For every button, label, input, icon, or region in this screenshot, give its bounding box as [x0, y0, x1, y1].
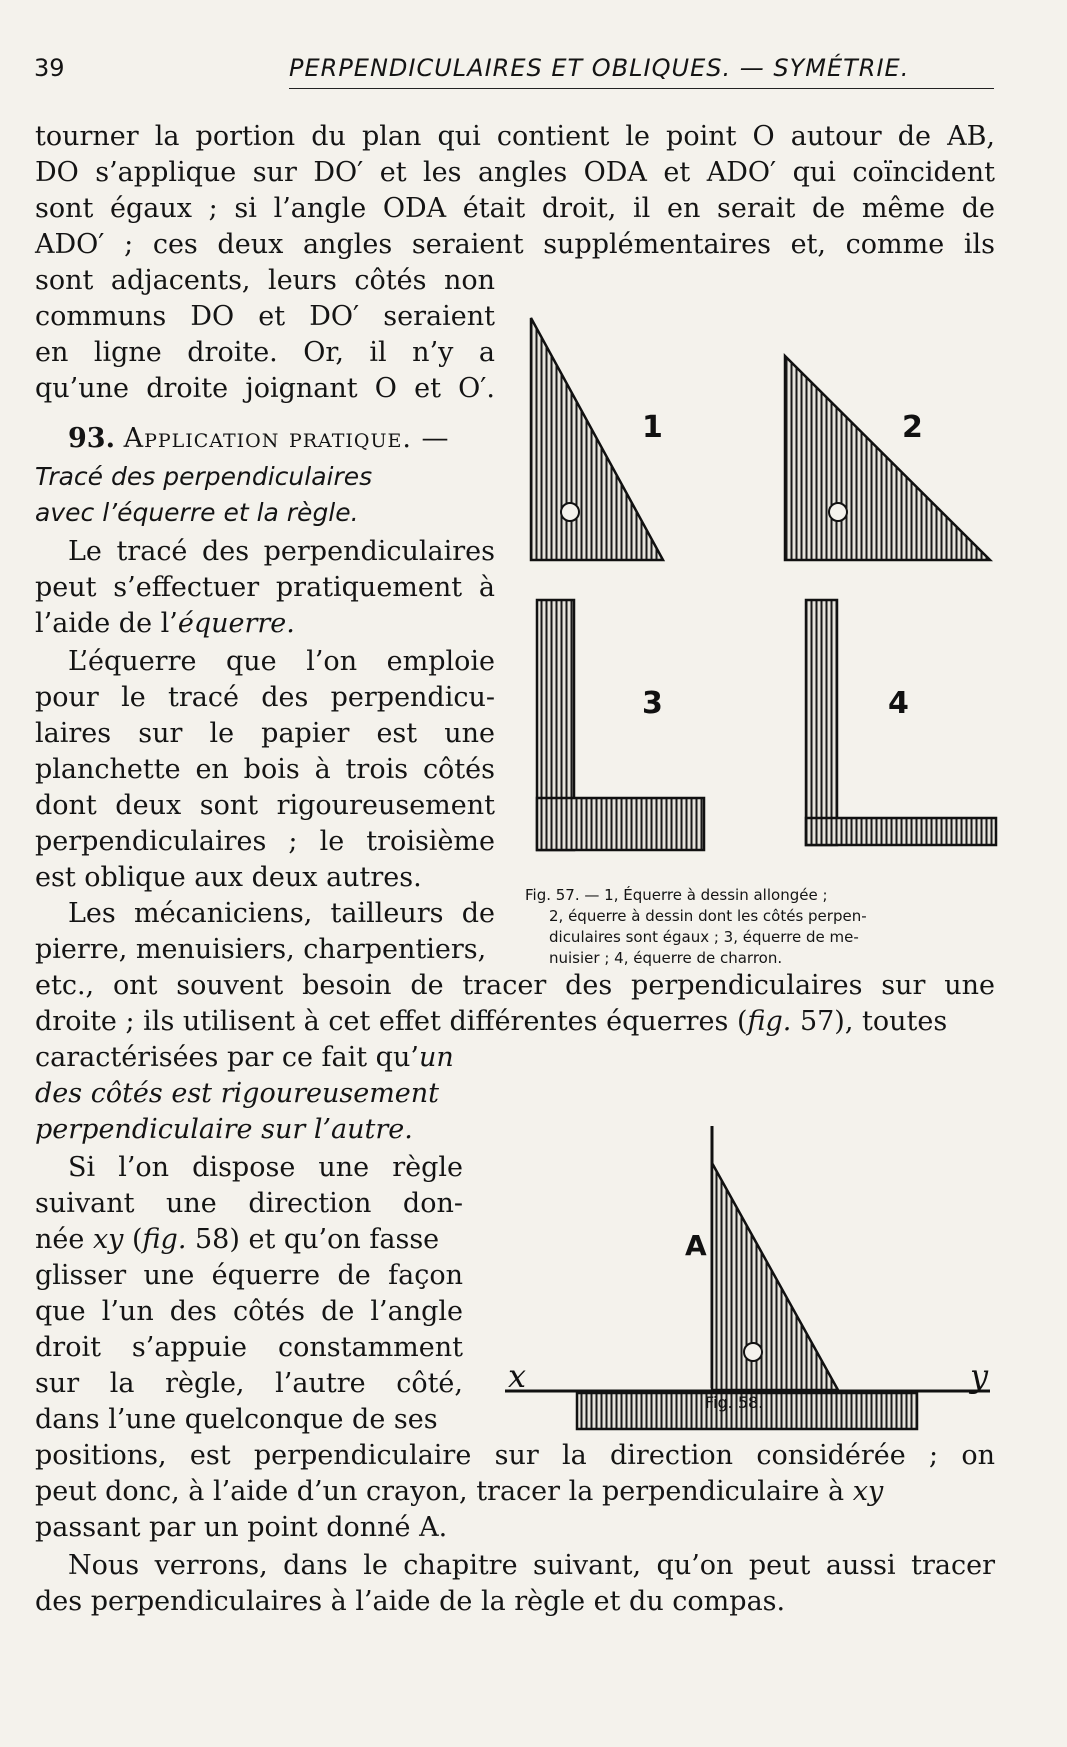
text-span: l’aide de l’ [35, 608, 178, 639]
section-number: 93. [68, 423, 115, 454]
text-line: etc., ont souvent besoin de tracer des perpendiculaires sur une [35, 970, 995, 1001]
axis-label-y: y [970, 1357, 989, 1395]
text-line: planchette en bois à trois côtés [35, 754, 495, 785]
text-span: peut donc, à l’aide d’un crayon, tracer la perpendiculaire à [35, 1476, 853, 1507]
text-line: des perpendiculaires à l’aide de la règle et du compas. [35, 1586, 786, 1617]
text-line: est oblique aux deux autres. [35, 862, 422, 893]
caption-line: 2, équerre à dessin dont les côtés perpen- [549, 907, 867, 925]
text-line: Le tracé des perpendiculaires [68, 536, 495, 567]
text-line: glisser une équerre de façon [35, 1260, 463, 1291]
page-number: 39 [34, 54, 65, 82]
text-line: Les mécaniciens, tailleurs de [68, 898, 495, 929]
figure-58-caption: Fig. 58. [705, 1393, 764, 1412]
text-line: que l’un des côtés de l’angle [35, 1296, 463, 1327]
italic-phrase: un [418, 1042, 454, 1073]
text-line: en ligne droite. Or, il n’y a [35, 337, 495, 368]
text-span: 57), toutes [791, 1006, 948, 1037]
text-line: DO s’applique sur DO′ et les angles ODA et ADO′ qui coïncident [35, 157, 995, 188]
text-line: positions, est perpendiculaire sur la direction considérée ; on [35, 1440, 995, 1471]
figure-reference: fig. [142, 1224, 187, 1255]
text-line: dont deux sont rigoureusement [35, 790, 495, 821]
text-line: sont égaux ; si l’angle ODA était droit, il en serait de même de [35, 193, 995, 224]
point-label-a: A [685, 1229, 707, 1262]
text-line: peut s’effectuer pratiquement à [35, 572, 495, 603]
text-line: sont adjacents, leurs côtés non [35, 265, 495, 296]
text-line: droit s’appuie constamment [35, 1332, 463, 1363]
text-line: pierre, menuisiers, charpentiers, [35, 934, 487, 965]
text-line: perpendiculaires ; le troisième [35, 826, 495, 857]
text-line: Nous verrons, dans le chapitre suivant, qu’on peut aussi tracer [68, 1550, 995, 1581]
figure-label-2: 2 [902, 410, 923, 445]
figure-reference: fig. [747, 1006, 792, 1037]
set-square [712, 1163, 838, 1390]
caption-line: nuisier ; 4, équerre de charron. [549, 949, 783, 967]
variable-xy: xy [92, 1224, 124, 1255]
caption-line: Fig. 57. — 1, Équerre à dessin allongée ; [525, 886, 828, 904]
axis-label-x: x [508, 1357, 527, 1395]
text-line: dans l’une quelconque de ses [35, 1404, 438, 1435]
text-span: née [35, 1224, 93, 1255]
text-line: tourner la portion du plan qui contient le point O autour de AB, [35, 121, 995, 152]
section-subtitle: Tracé des perpendiculaires [35, 462, 373, 491]
text-span: droite ; ils utilisent à cet effet différentes équerres ( [35, 1006, 748, 1037]
figure-label-1: 1 [642, 410, 663, 445]
figure-label-3: 3 [642, 686, 663, 721]
variable-xy: xy [852, 1476, 884, 1507]
figure-label-4: 4 [888, 686, 909, 721]
text-line: suivant une direction don- [35, 1188, 463, 1219]
text-span: ( [123, 1224, 143, 1255]
section-title: Application pratique. — [123, 423, 450, 454]
text-line: Si l’on dispose une règle [68, 1152, 463, 1183]
text-span: caractérisées par ce fait qu’ [35, 1042, 419, 1073]
italic-phrase: des côtés est rigoureusement [35, 1078, 440, 1109]
text-line: ADO′ ; ces deux angles seraient supplémentaires et, comme ils [35, 229, 995, 260]
text-line: passant par un point donné A. [35, 1512, 448, 1543]
text-line: sur la règle, l’autre côté, [35, 1368, 463, 1399]
running-title: PERPENDICULAIRES ET OBLIQUES. — SYMÉTRIE. [289, 54, 910, 82]
italic-phrase: perpendiculaire sur l’autre. [35, 1114, 413, 1145]
text-line: laires sur le papier est une [35, 718, 495, 749]
text-line: communs DO et DO′ seraient [35, 301, 495, 332]
italic-term: équerre. [177, 608, 295, 639]
text-span: 58) et qu’on fasse [186, 1224, 440, 1255]
caption-line: diculaires sont égaux ; 3, équerre de me- [549, 928, 859, 946]
section-subtitle: avec l’équerre et la règle. [35, 498, 359, 527]
text-line: qu’une droite joignant O et O′. [35, 373, 495, 404]
text-line: L’équerre que l’on emploie [68, 646, 495, 677]
text-line: pour le tracé des perpendicu- [35, 682, 495, 713]
